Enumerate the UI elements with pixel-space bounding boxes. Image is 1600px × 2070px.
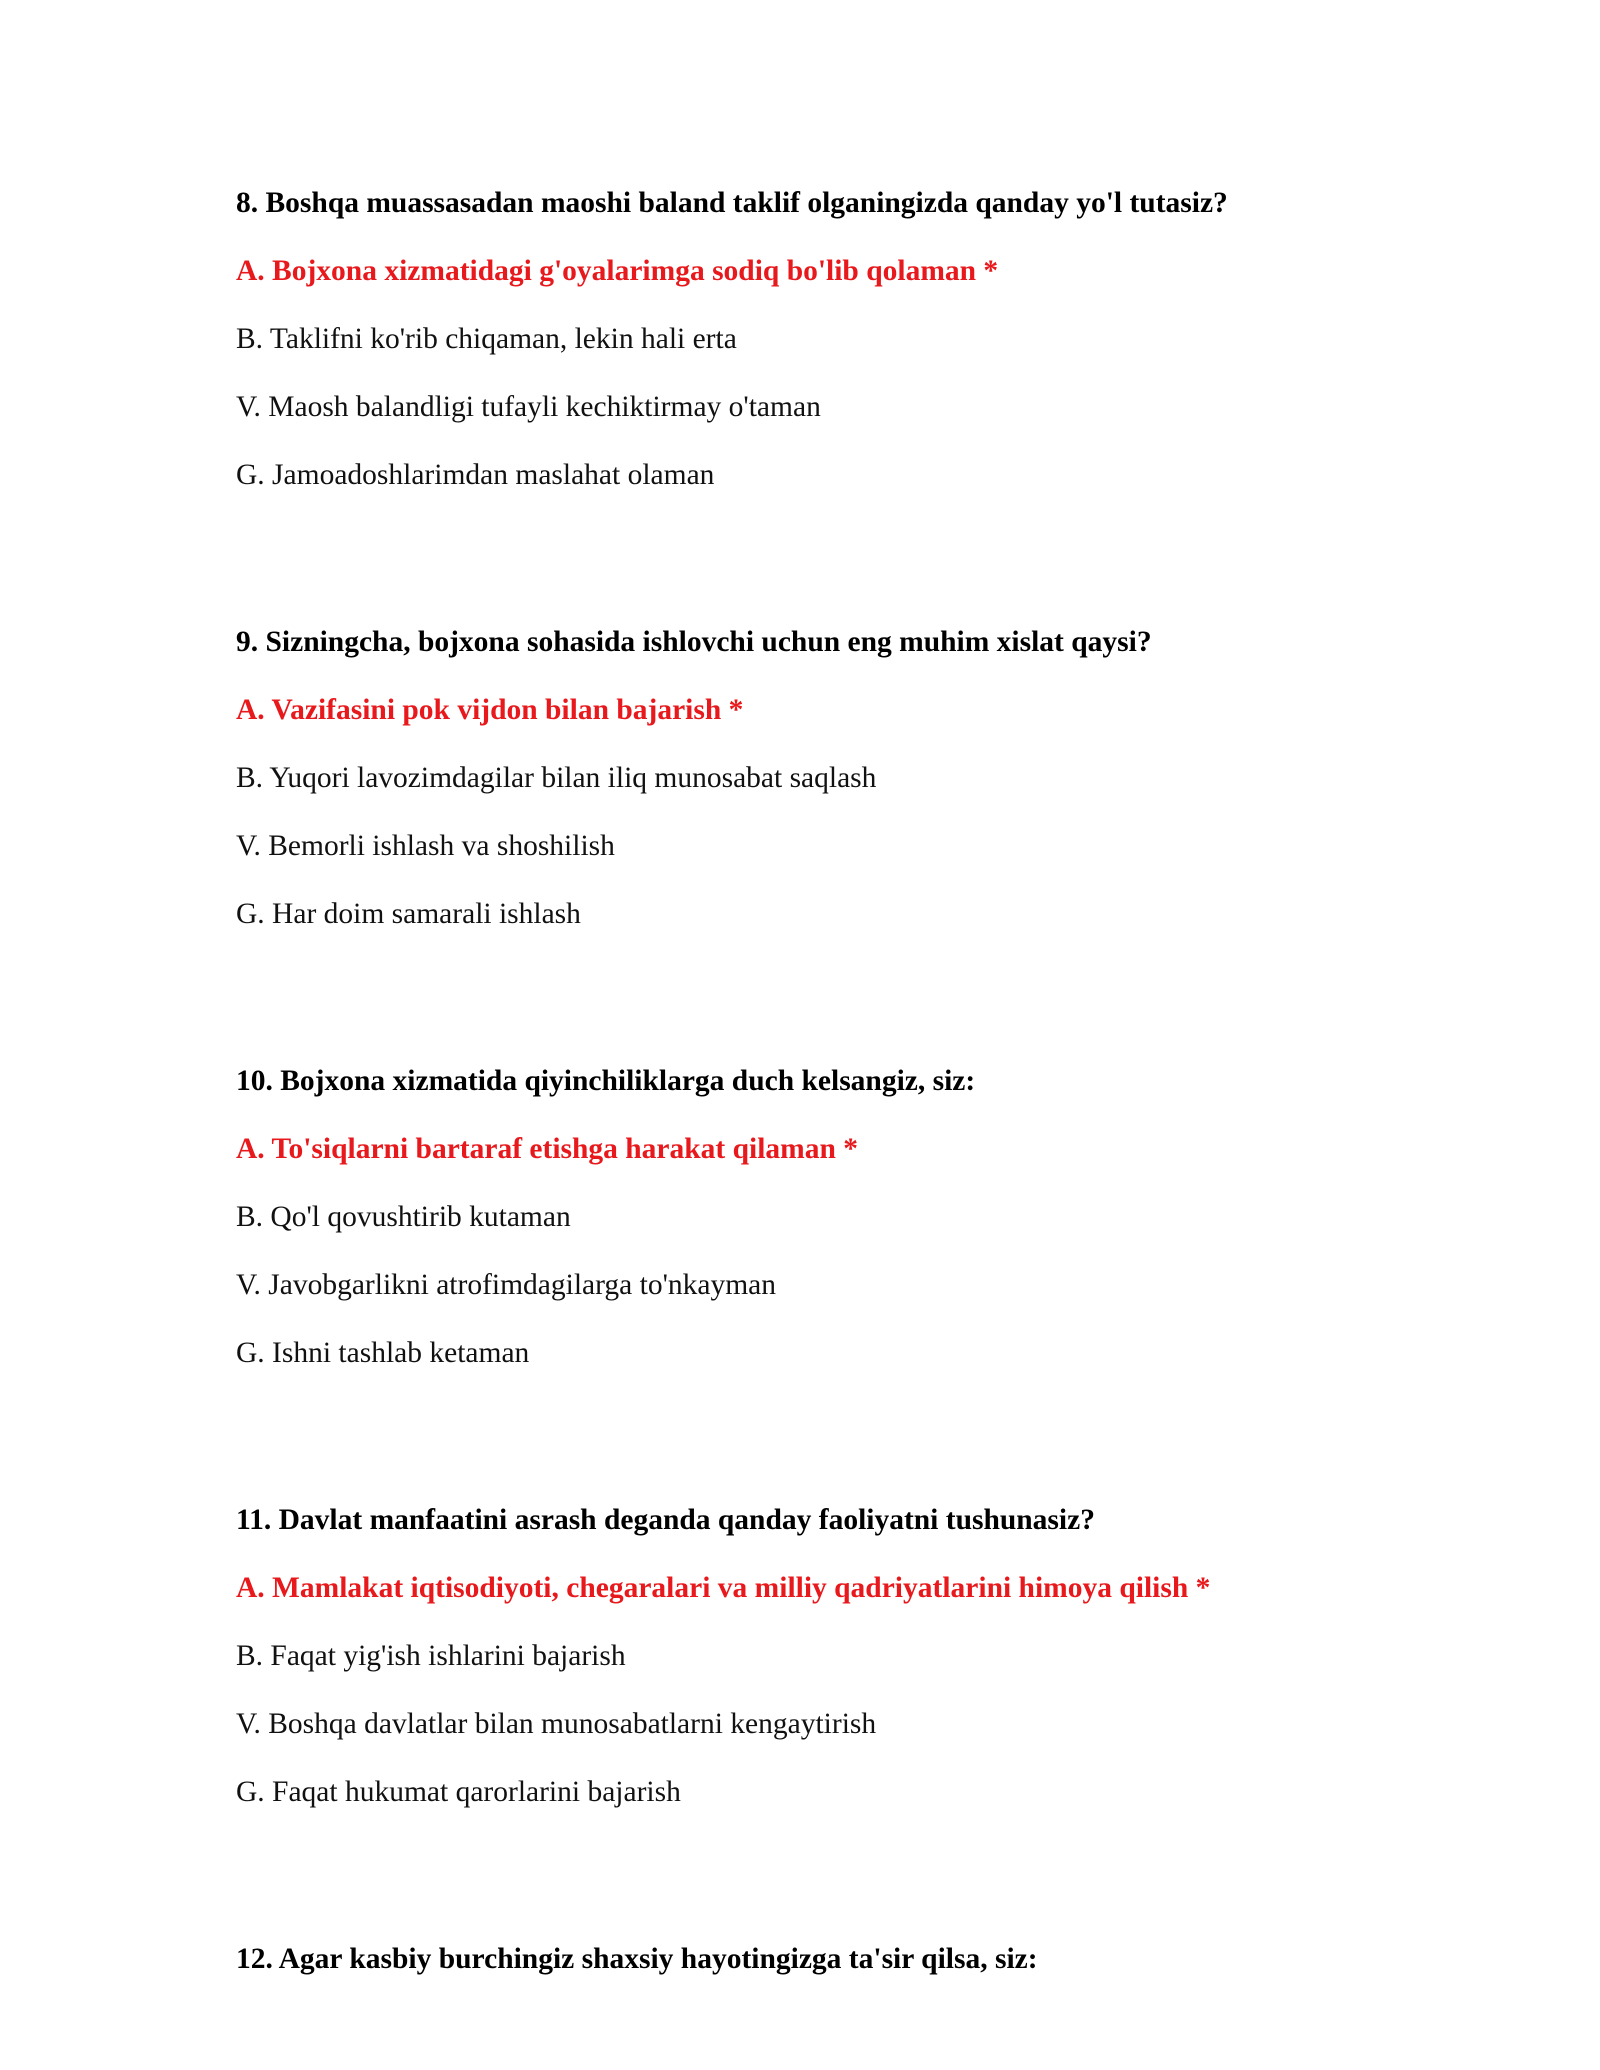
document-content	[236, 186, 1436, 1976]
option-v: V. Javobgarlikni atrofimdagilarga to'nkayman	[236, 1269, 777, 1301]
option-b: B. Taklifni ko'rib chiqaman, lekin hali erta	[236, 323, 737, 355]
option-g: G. Faqat hukumat qarorlarini bajarish	[236, 1776, 681, 1808]
option-b: B. Qo'l qovushtirib kutaman	[236, 1201, 571, 1233]
option-v: V. Bemorli ishlash va shoshilish	[236, 830, 615, 862]
option-g: G. Jamoadoshlarimdan maslahat olaman	[236, 459, 715, 491]
question-text: 9. Sizningcha, bojxona sohasida ishlovchi uchun eng muhim xislat qaysi?	[236, 626, 1152, 658]
option-a-correct: A. To'siqlarni bartaraf etishga harakat qilaman *	[236, 1133, 859, 1165]
question-12	[236, 1942, 1436, 1976]
option-a-correct: A. Vazifasini pok vijdon bilan bajarish *	[236, 694, 744, 726]
option-v: V. Maosh balandligi tufayli kechiktirmay o'taman	[236, 391, 821, 423]
question-text: 10. Bojxona xizmatida qiyinchiliklarga duch kelsangiz, siz:	[236, 1065, 976, 1097]
option-a-correct: A. Mamlakat iqtisodiyoti, chegaralari va milliy qadriyatlarini himoya qilish *	[236, 1572, 1211, 1604]
option-g: G. Har doim samarali ishlash	[236, 898, 581, 930]
question-8	[236, 186, 1436, 492]
option-a-correct: A. Bojxona xizmatidagi g'oyalarimga sodiq bo'lib qolaman *	[236, 255, 999, 287]
option-b: B. Yuqori lavozimdagilar bilan iliq munosabat saqlash	[236, 762, 877, 794]
question-10	[236, 1064, 1436, 1370]
option-v: V. Boshqa davlatlar bilan munosabatlarni kengaytirish	[236, 1708, 877, 1740]
question-text: 11. Davlat manfaatini asrash deganda qanday faoliyatni tushunasiz?	[236, 1504, 1095, 1536]
option-g: G. Ishni tashlab ketaman	[236, 1337, 530, 1369]
question-text: 8. Boshqa muassasadan maoshi baland taklif olganingizda qanday yo'l tutasiz?	[236, 187, 1228, 219]
question-11	[236, 1503, 1436, 1809]
option-b: B. Faqat yig'ish ishlarini bajarish	[236, 1640, 626, 1672]
question-text: 12. Agar kasbiy burchingiz shaxsiy hayotingizga ta'sir qilsa, siz:	[236, 1943, 1038, 1975]
question-9	[236, 625, 1436, 931]
